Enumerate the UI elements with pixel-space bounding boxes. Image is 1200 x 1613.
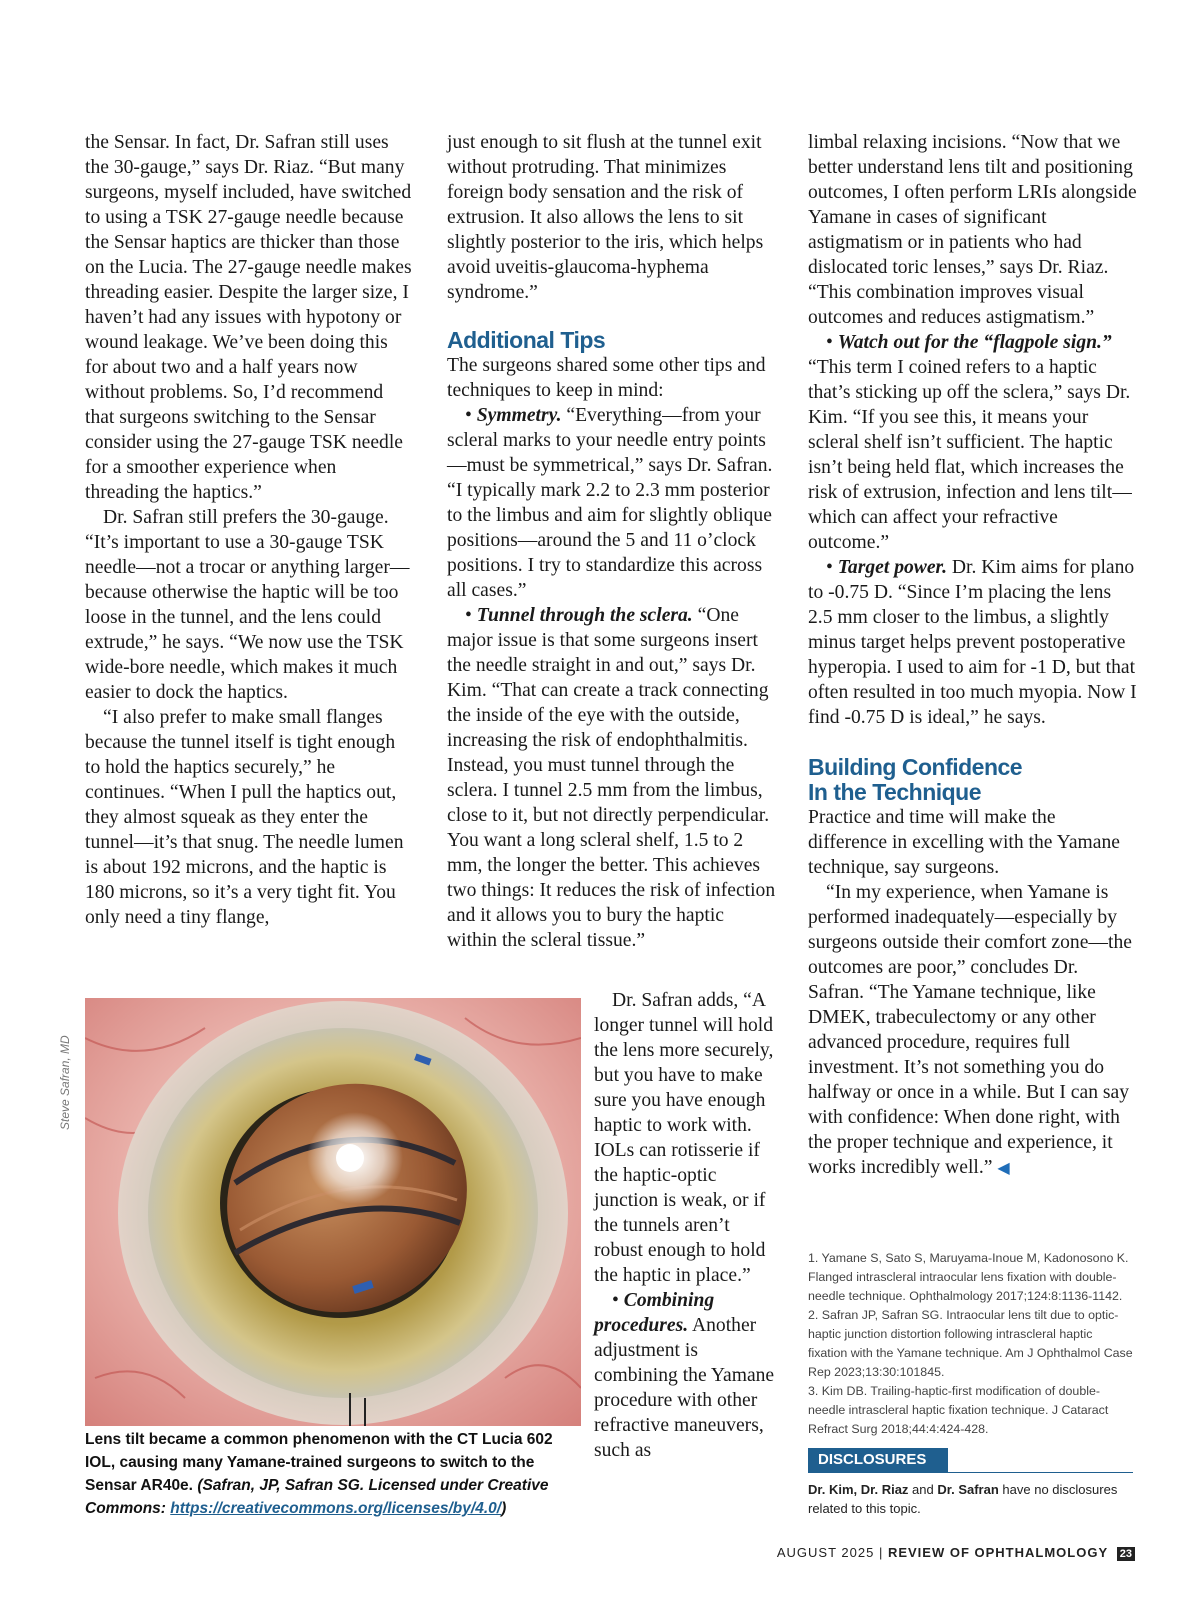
tip-symmetry: • Symmetry. “Everything—from your scleral marks to your needle entry points—must be symmetrical,” says Dr. Safran. “I typically mark 2.2 to 2.3 mm posterior to the limbus and aim for slightly oblique positions—around the 5 and 11 o’clock positions. I try to standardize this across all cases.” (447, 405, 773, 601)
col1-paragraph-1: the Sensar. In fact, Dr. Safran still uses the 30-gauge,” says Dr. Riaz. “But many surgeons, myself included, have switched to using a TSK 27-gauge needle because the Sensar haptics are thicker than those on the Lucia. The 27-gauge needle makes threading easier. Despite the larger size, I haven’t had any issues with hypotony or wound leakage. We’ve been doing this for about two and a half years now without problems. So, I’d recommend that surgeons switching to the Sensar consider using the 27-gauge TSK needle for a smoother experience when threading the haptics.” (85, 132, 412, 503)
column-2-continued (594, 988, 779, 1463)
footer-magazine: REVIEW OF OPHTHALMOLOGY (887, 1545, 1109, 1560)
col3-paragraph-2: Practice and time will make the difference in excelling with the Yamane technique, say surgeons. (808, 807, 1120, 878)
tip-target-power-text: Dr. Kim aims for plano to -0.75 D. “Since I’m placing the lens 2.5 mm closer to the limbus, a slightly minus target helps prevent postoperative hyperopia. I used to aim for -1 D, but that often resulted in too much myopia. Now I find -0.75 D is ideal,” he says. (808, 557, 1137, 728)
col3-paragraph-3 (808, 880, 1138, 1181)
col3-paragraph-1: limbal relaxing incisions. “Now that we better understand lens tilt and positioning outcomes, I often perform LRIs alongside Yamane in cases of significant astigmatism or in patients who had dislocated toric lenses,” says Dr. Riaz. “This combination improves visual outcomes and reduces astigmatism.” (808, 132, 1137, 328)
heading-additional-tips: Additional Tips (447, 327, 606, 353)
end-mark-icon: ◀ (997, 1160, 1010, 1177)
heading-line-1: Building Confidence (808, 754, 1023, 780)
disclosures-header (808, 1448, 1133, 1473)
eye-illustration (85, 998, 581, 1426)
disclosures-name-3: Dr. Safran (937, 1482, 999, 1497)
tip-target-power: • Target power. Dr. Kim aims for plano to -0.75 D. “Since I’m placing the lens 2.5 mm closer to the limbus, a slightly minus target helps prevent postoperative hyperopia. I used to aim for -1 D, but that often resulted in too much myopia. Now I find -0.75 D is ideal,” he says. (808, 557, 1137, 728)
tip-combining: • Combining procedures. Another adjustment is combining the Yamane procedure with other refractive maneuvers, such as (594, 1290, 775, 1461)
column-2 (447, 130, 777, 953)
tip-symmetry-text: “Everything—from your scleral marks to your needle entry points—must be symmetrical,” says Dr. Safran. “I typically mark 2.2 to 2.3 mm posterior to the limbus and aim for slightly oblique positions—around the 5 and 11 o’clock positions. I try to standardize this across all cases.” (447, 405, 773, 601)
tip-target-power-label: Target power. (837, 557, 947, 578)
photo-caption (85, 1428, 585, 1520)
caption-main: Lens tilt became a common phenomenon with the CT Lucia 602 IOL, causing many Yamane-trained surgeons to switch to the Sensar AR40e. (85, 1431, 553, 1494)
disclosures-names: Dr. Kim, Dr. Riaz (808, 1482, 909, 1497)
tip-combining-text: Another adjustment is combining the Yamane procedure with other refractive maneuvers, such as (594, 1315, 775, 1461)
col1-paragraph-3: “I also prefer to make small flanges because the tunnel itself is tight enough to hold the haptics securely,” he continues. “When I pull the haptics out, they almost squeak as they enter the tunnel—it’s that snug. The needle lumen is about 192 microns, and the haptic is 180 microns, so it’s a very tight fit. You only need a tiny flange, (85, 707, 404, 928)
col3-paragraph-3-text: “In my experience, when Yamane is performed inadequately—especially by surgeons outside their comfort zone—the outcomes are poor,” concludes Dr. Safran. “The Yamane technique, like DMEK, trabeculectomy or any other advanced procedure, requires full investment. It’s not something you do halfway or once in a while. But I can say with confidence: When done right, with the proper technique and experience, it works incredibly well.” (808, 882, 1132, 1178)
tip-symmetry-label: Symmetry. (476, 405, 562, 426)
reference-item: 2. Safran JP, Safran SG. Intraocular lens tilt due to optic-haptic junction distortion following intrascleral haptic fixation with the Yamane technique. Am J Ophthalmol Case Rep 2023;13:30:101845. (808, 1308, 1133, 1379)
tip-tunnel-label: Tunnel through the sclera. (476, 605, 693, 626)
disclosures-text (808, 1480, 1134, 1518)
disclosures-title: DISCLOSURES (808, 1448, 948, 1472)
footer-separator: | (878, 1545, 884, 1560)
heading-building-confidence (808, 755, 1138, 805)
page-number: 23 (1117, 1547, 1135, 1561)
col2-paragraph-1: just enough to sit flush at the tunnel exit without protruding. That minimizes foreign body sensation and the risk of extrusion. It also allows the lens to sit slightly posterior to the iris, which helps avoid uveitis-glaucoma-hyphema syndrome.” (447, 132, 764, 303)
disclosures-and: and (912, 1482, 934, 1497)
footer-issue: AUGUST 2025 (776, 1545, 875, 1560)
col2-paragraph-2: The surgeons shared some other tips and techniques to keep in mind: (447, 355, 766, 401)
references (808, 1249, 1134, 1439)
caption-license: (Safran, JP, Safran SG. Licensed under Creative Commons: (85, 1477, 549, 1517)
col1-paragraph-2: Dr. Safran still prefers the 30-gauge. “It’s important to use a 30-gauge TSK needle—not a trocar or anything larger—because otherwise the haptic will be too loose in the tunnel, and the lens could extrude,” he says. “We now use the TSK wide-bore needle, which makes it much easier to dock the haptics. (85, 507, 410, 703)
reference-item: 1. Yamane S, Sato S, Maruyama-Inoue M, Kadonosono K. Flanged intrascleral intraocular lens fixation with double-needle technique. Ophthalmology 2017;124:8:1136-1142. (808, 1251, 1129, 1303)
tip-tunnel: • Tunnel through the sclera. “One major issue is that some surgeons insert the needle straight in and out,” says Dr. Kim. “That can create a track connecting the inside of the eye with the outside, increasing the risk of endophthalmitis. Instead, you must tunnel through the sclera. I tunnel 2.5 mm from the limbus, close to it, but not directly perpendicular. You want a long scleral shelf, 1.5 to 2 mm, the longer the better. This achieves two things: It reduces the risk of infection and it allows you to bury the haptic within the scleral tissue.” (447, 605, 776, 951)
page-footer (760, 1545, 1135, 1561)
column-3 (808, 130, 1138, 1181)
heading-line-2: In the Technique (808, 779, 982, 805)
tip-tunnel-text: “One major issue is that some surgeons insert the needle straight in and out,” says Dr. Kim. “That can create a track connecting the inside of the eye with the outside, increasing the risk of endophthalmitis. Instead, you must tunnel through the sclera. I tunnel 2.5 mm from the limbus, close to it, but not directly perpendicular. You want a long scleral shelf, 1.5 to 2 mm, the longer the better. This achieves two things: It reduces the risk of infection and it allows you to bury the haptic within the scleral tissue.” (447, 605, 776, 951)
tip-flagpole-text: “This term I coined refers to a haptic that’s sticking up off the sclera,” says Dr. Kim. “If you see this, it means your scleral shelf isn’t sufficient. The haptic isn’t being held flat, which increases the risk of extrusion, infection and lens tilt—which can affect your refractive outcome.” (808, 357, 1132, 553)
disclosures-body: have no disclosures related to this topic. (808, 1482, 1118, 1516)
col2-paragraph-3: Dr. Safran adds, “A longer tunnel will hold the lens more securely, but you have to make sure you have enough haptic to work with. IOLs can rotisserie if the haptic-optic junction is weak, or if the tunnels aren’t robust enough to hold the haptic in place.” (594, 990, 774, 1286)
photo-credit: Steve Safran, MD (58, 1035, 72, 1130)
tip-flagpole-label: Watch out for the “flagpole sign.” (837, 332, 1112, 353)
tip-combining-label: Combining procedures. (594, 1290, 715, 1336)
surgical-photo (85, 998, 581, 1426)
caption-close: ) (501, 1500, 507, 1517)
license-link[interactable]: https://creativecommons.org/licenses/by/4.0/ (170, 1500, 502, 1517)
tip-flagpole: • Watch out for the “flagpole sign.” “This term I coined refers to a haptic that’s sticking up off the sclera,” says Dr. Kim. “If you see this, it means your scleral shelf isn’t sufficient. The haptic isn’t being held flat, which increases the risk of extrusion, infection and lens tilt—which can affect your refractive outcome.” (808, 332, 1132, 553)
reference-item: 3. Kim DB. Trailing-haptic-first modification of double-needle intrascleral haptic fixation technique. J Cataract Refract Surg 2018;44:4:424-428. (808, 1384, 1109, 1436)
column-1 (85, 130, 415, 930)
